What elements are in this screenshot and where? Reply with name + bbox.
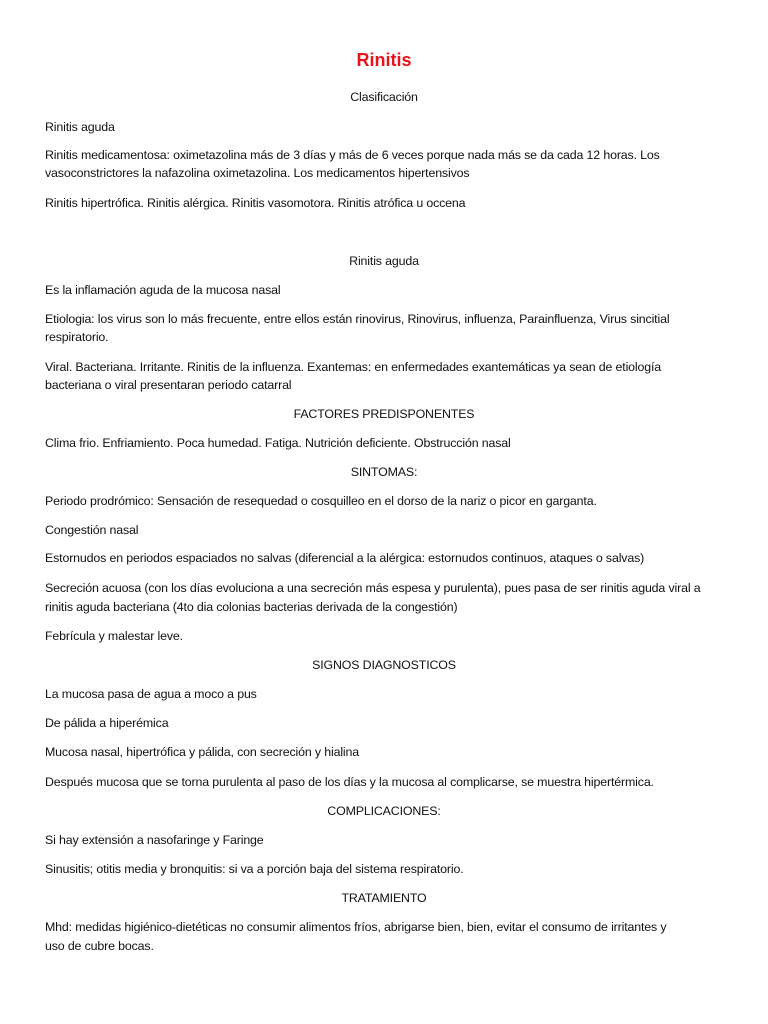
paragraph-line: Estornudos en periodos espaciados no salvas (diferencial a la alérgica: estornudos continuos, ataques o salvas)	[45, 551, 645, 565]
paragraph-line: uso de cubre bocas.	[45, 939, 154, 953]
paragraph-line: Mhd: medidas higiénico-dietéticas no consumir alimentos fríos, abrigarse bien, bien, evitar el consumo de irritantes y	[45, 920, 667, 934]
paragraph-line: Si hay extensión a nasofaringe y Faringe	[45, 833, 264, 847]
paragraph-line: La mucosa pasa de agua a moco a pus	[45, 687, 257, 701]
heading-sintomas: SINTOMAS:	[350, 465, 418, 479]
paragraph-line: Sinusitis; otitis media y bronquitis: si va a porción baja del sistema respiratorio.	[45, 862, 464, 876]
document-title: Rinitis	[356, 50, 412, 70]
paragraph-line: Después mucosa que se torna purulenta al paso de los días y la mucosa al complicarse, se muestra hipertérmica.	[45, 775, 654, 789]
heading-signos-diagnosticos: SIGNOS DIAGNOSTICOS	[312, 658, 456, 672]
heading-clasificacion: Clasificación	[350, 90, 418, 104]
paragraph-line: respiratorio.	[45, 330, 109, 344]
paragraph-line: Etiologia: los virus son lo más frecuente, entre ellos están rinovirus, Rinovirus, influenza, Parainfluenza, Virus sincitial	[45, 312, 670, 326]
paragraph-line: De pálida a hiperémica	[45, 716, 169, 730]
paragraph-line: Periodo prodrómico: Sensación de resequedad o cosquilleo en el dorso de la nariz o picor en garganta.	[45, 494, 597, 508]
paragraph-line: Mucosa nasal, hipertrófica y pálida, con secreción y hialina	[45, 745, 360, 759]
paragraph-line: rinitis aguda bacteriana (4to dia colonias bacterias derivada de la congestión)	[45, 600, 458, 614]
heading-factores-predisponentes: FACTORES PREDISPONENTES	[293, 407, 475, 421]
paragraph-line: Viral. Bacteriana. Irritante. Rinitis de la influenza. Exantemas: en enfermedades exantemáticas ya sean de etiología	[45, 360, 662, 374]
paragraph-line: Rinitis hipertrófica. Rinitis alérgica. Rinitis vasomotora. Rinitis atrófica u occena	[45, 196, 466, 210]
paragraph-line: bacteriana o viral presentaran periodo catarral	[45, 378, 292, 392]
paragraph-line: Congestión nasal	[45, 523, 139, 537]
paragraph-line: Febrícula y malestar leve.	[45, 629, 183, 643]
heading-complicaciones: COMPLICACIONES:	[327, 804, 441, 818]
paragraph-line: Rinitis medicamentosa: oximetazolina más de 3 días y más de 6 veces porque nada más se da cada 12 horas. Los	[45, 148, 660, 162]
paragraph-line: Rinitis aguda	[45, 120, 115, 134]
paragraph-line: Secreción acuosa (con los días evoluciona a una secreción más espesa y purulenta), pues pasa de ser rinitis aguda viral a	[45, 581, 701, 595]
heading-tratamiento: TRATAMIENTO	[341, 891, 427, 905]
paragraph-line: vasoconstrictores la nafazolina oximetazolina. Los medicamentos hipertensivos	[45, 166, 470, 180]
paragraph-line: Es la inflamación aguda de la mucosa nasal	[45, 283, 281, 297]
heading-rinitis-aguda: Rinitis aguda	[349, 254, 419, 268]
paragraph-line: Clima frio. Enfriamiento. Poca humedad. Fatiga. Nutrición deficiente. Obstrucción nasal	[45, 436, 511, 450]
